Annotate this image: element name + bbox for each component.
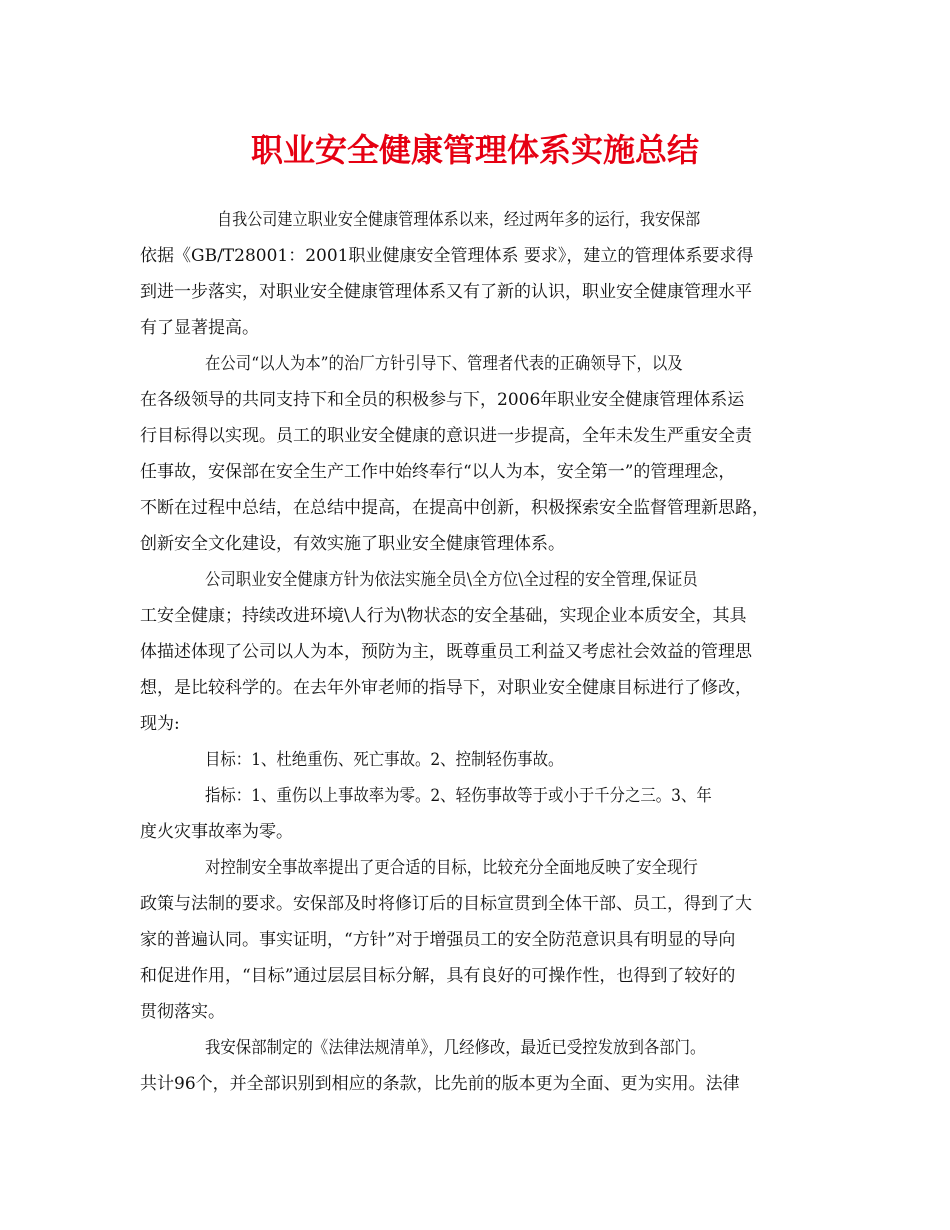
body-line: 自我公司建立职业安全健康管理体系以来，经过两年多的运行，我安保部	[217, 210, 701, 230]
body-line: 想，是比较科学的。在去年外审老师的指导下，对职业安全健康目标进行了修改，	[140, 678, 752, 698]
document-title: 职业安全健康管理体系实施总结	[250, 131, 699, 169]
body-line: 不断在过程中总结，在总结中提高，在提高中创新，积极探索安全监督管理新思路，	[140, 498, 769, 518]
body-line: 在公司“以人为本”的治厂方针引导下、管理者代表的正确领导下，以及	[205, 354, 683, 374]
body-line: 在各级领导的共同支持下和全员的积极参与下，2006年职业安全健康管理体系运	[140, 390, 745, 410]
body-line: 现为:	[140, 714, 180, 734]
body-line: 目标：1、杜绝重伤、死亡事故。2、控制轻伤事故。	[205, 750, 564, 770]
body-line: 公司职业安全健康方针为依法实施全员\全方位\全过程的安全管理,保证员	[205, 570, 698, 590]
body-line: 到进一步落实，对职业安全健康管理体系又有了新的认识，职业安全健康管理水平	[140, 282, 752, 302]
body-line: 家的普遍认同。事实证明，“方针”对于增强员工的安全防范意识具有明显的导向	[140, 930, 736, 950]
body-line: 共计96个，并全部识别到相应的条款，比先前的版本更为全面、更为实用。法律	[140, 1074, 740, 1094]
body-line: 政策与法制的要求。安保部及时将修订后的目标宣贯到全体干部、员工，得到了大	[140, 894, 752, 914]
body-line: 依据《GB/T28001：2001职业健康安全管理体系 要求》，建立的管理体系要求得	[140, 246, 754, 266]
body-line: 工安全健康；持续改进环境\人行为\物状态的安全基础，实现企业本质安全，其具	[140, 606, 747, 626]
body-line: 行目标得以实现。员工的职业安全健康的意识进一步提高，全年未发生严重安全责	[140, 426, 752, 446]
body-line: 对控制安全事故率提出了更合适的目标，比较充分全面地反映了安全现行	[205, 858, 698, 878]
body-line: 和促进作用，“目标”通过层层目标分解，具有良好的可操作性，也得到了较好的	[140, 966, 736, 986]
body-line: 我安保部制定的《法律法规清单》，几经修改，最近已受控发放到各部门。	[205, 1038, 706, 1058]
body-line: 创新安全文化建设，有效实施了职业安全健康管理体系。	[140, 534, 565, 554]
body-line: 任事故，安保部在安全生产工作中始终奉行“以人为本，安全第一”的管理理念，	[140, 462, 736, 482]
body-line: 体描述体现了公司以人为本，预防为主，既尊重员工利益又考虑社会效益的管理思	[140, 642, 752, 662]
body-line: 有了显著提高。	[140, 318, 259, 338]
body-line: 贯彻落实。	[140, 1002, 225, 1022]
body-line: 指标：1、重伤以上事故率为零。2、轻伤事故等于或小于千分之三。3、年	[205, 786, 712, 806]
body-line: 度火灾事故率为零。	[140, 822, 293, 842]
